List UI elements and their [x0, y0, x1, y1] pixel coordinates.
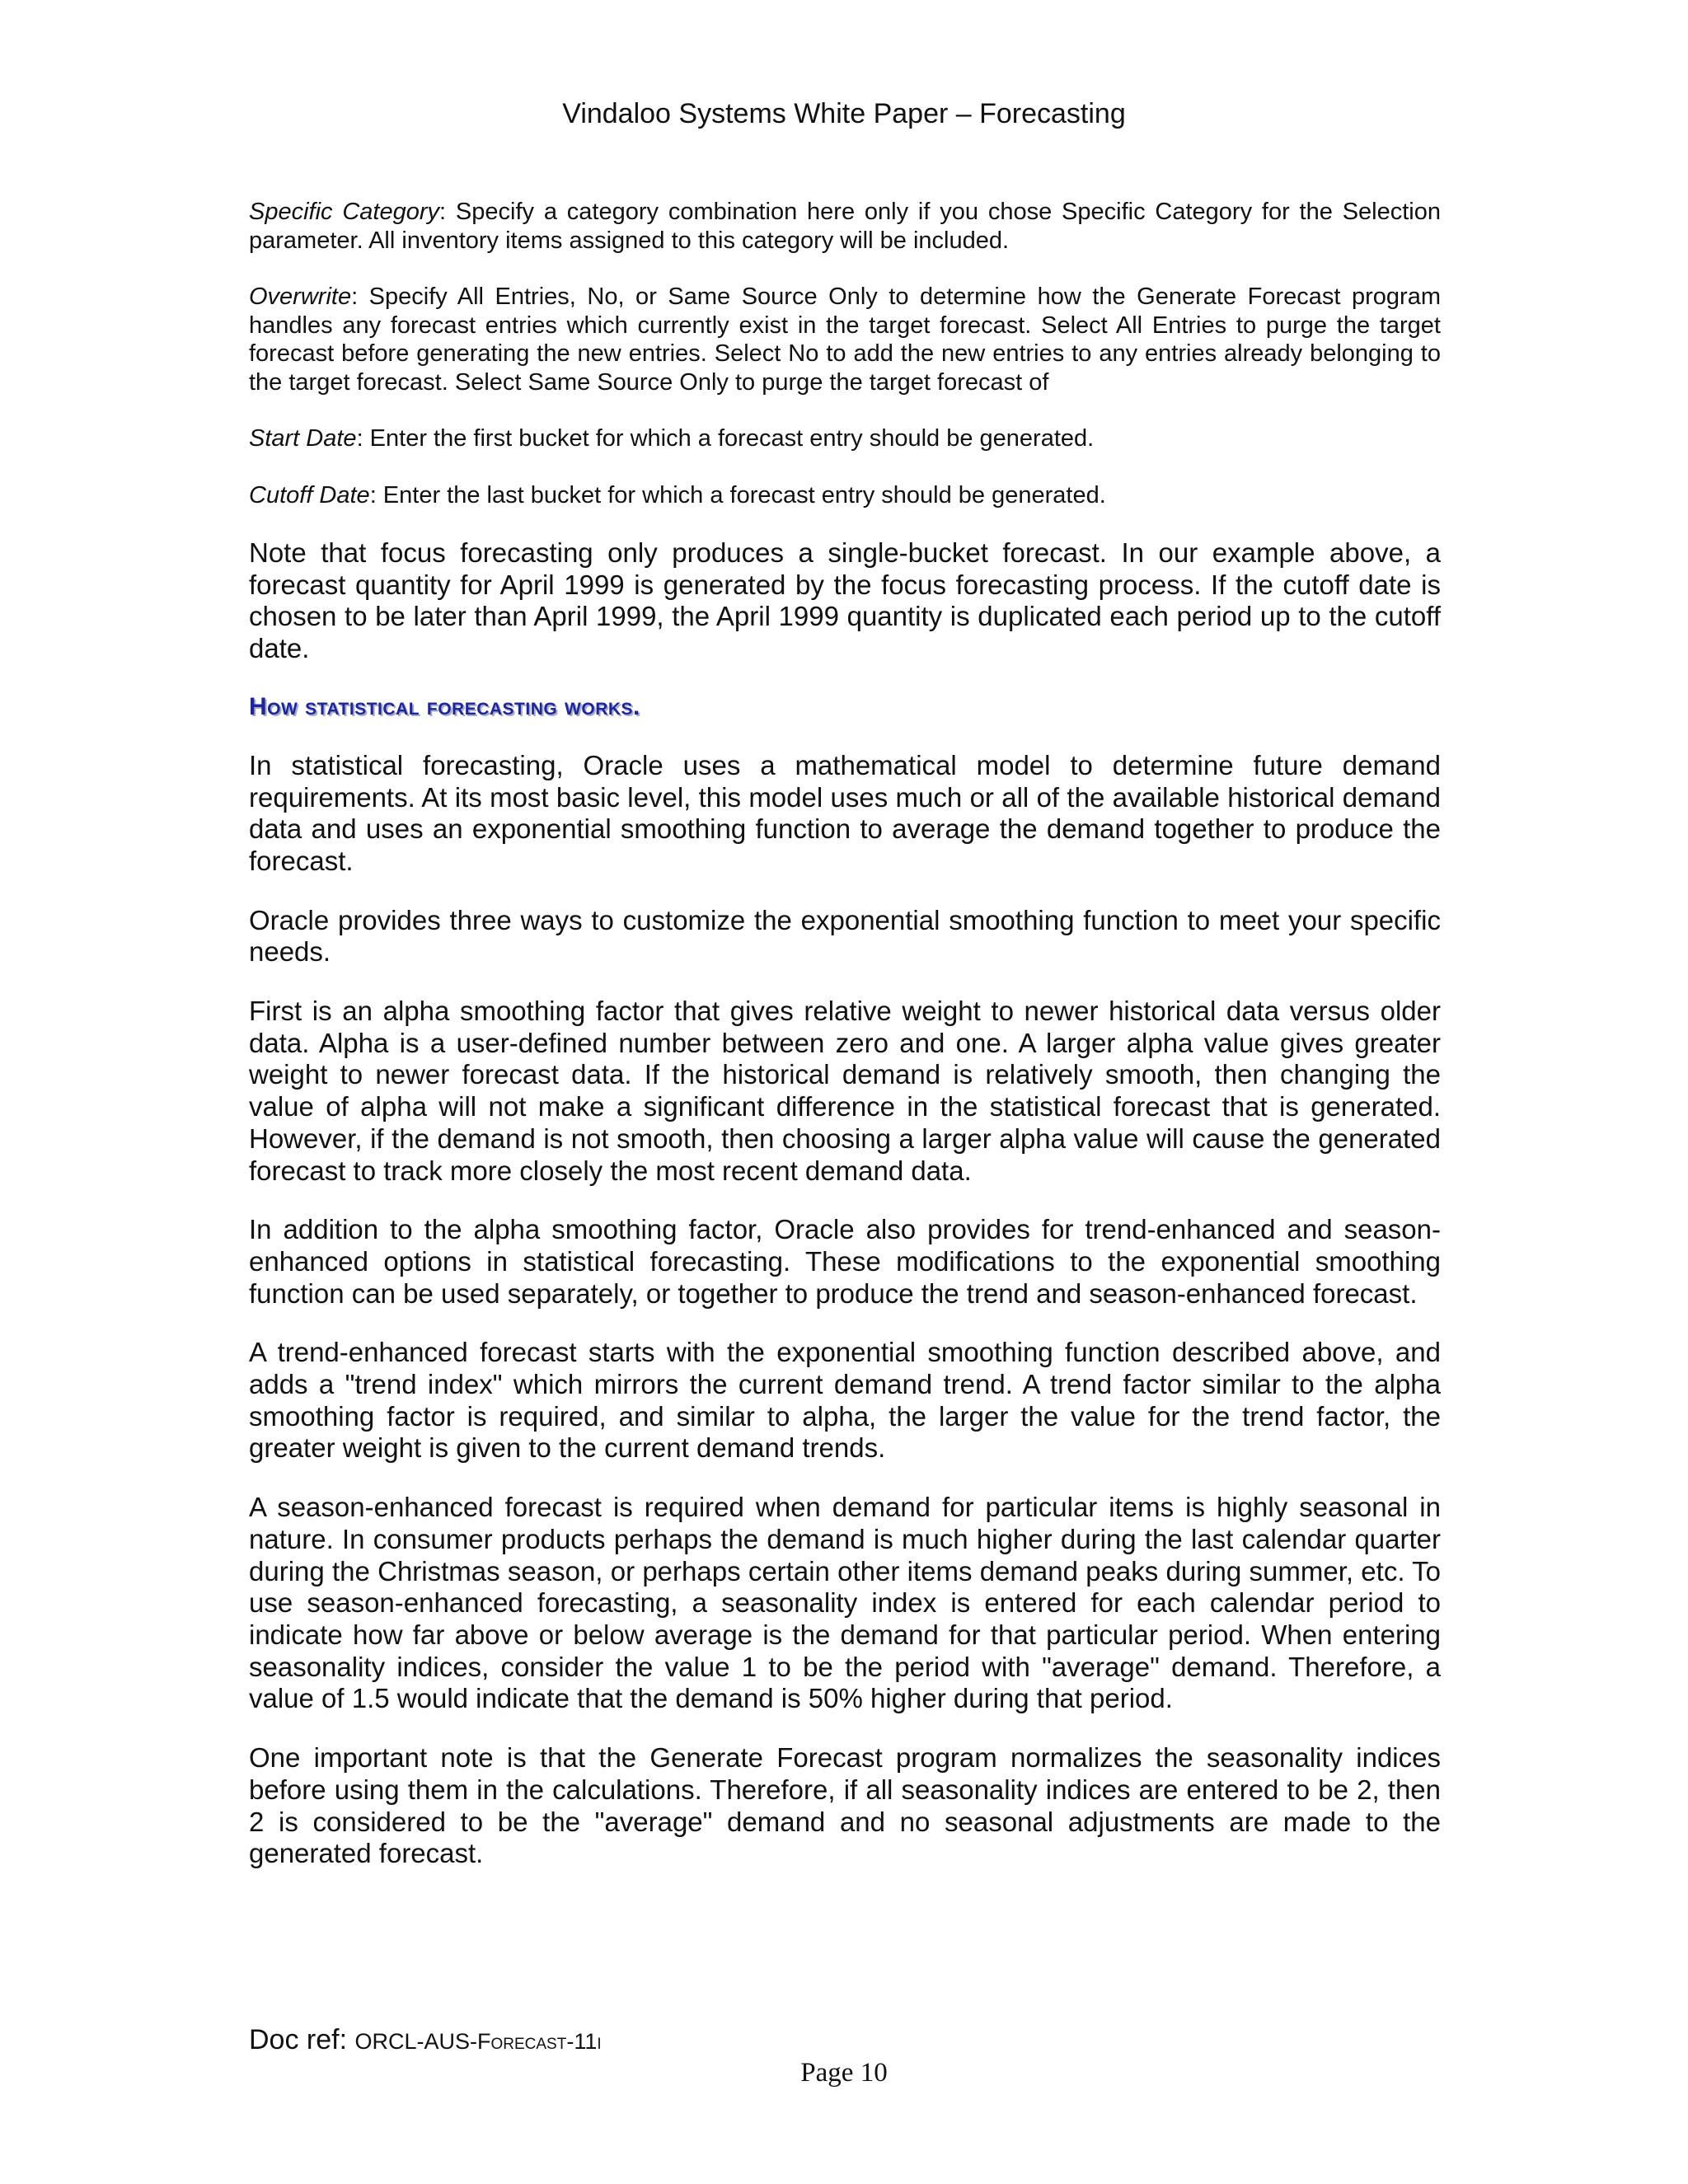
field-description: : Specify a category combination here only if you chose Specific Category for the Selection parameter. All inventory items assigned to this category will be included.	[249, 199, 1441, 254]
field-description: : Enter the first bucket for which a forecast entry should be generated.	[356, 425, 1095, 452]
paragraph: One important note is that the Generate Forecast program normalizes the seasonality indices before using them in the calculations. Therefore, if all seasonality indices are entered to be 2, then 2 is considered to be the "average" demand and no seasonal adjustments are made to the generated forecast.	[249, 1742, 1441, 1869]
field-cutoff-date	[249, 481, 1441, 510]
field-term: Overwrite	[249, 284, 352, 310]
section-heading-text: How statistical forecasting works.	[249, 692, 640, 720]
field-start-date	[249, 424, 1441, 453]
note-paragraph: Note that focus forecasting only produces a single-bucket forecast. In our example above, a forecast quantity for April 1999 is generated by the focus forecasting process. If the cutoff date is chosen to be later than April 1999, the April 1999 quantity is duplicated each period up to the cutoff date.	[249, 537, 1441, 664]
paragraph: A trend-enhanced forecast starts with the exponential smoothing function described above, and adds a "trend index" which mirrors the current demand trend. A trend factor similar to the alpha smoothing factor is required, and similar to alpha, the larger the value for the trend factor, the greater weight is given to the current demand trends.	[249, 1337, 1441, 1464]
paragraph: First is an alpha smoothing factor that gives relative weight to newer historical data versus older data. Alpha is a user-defined number between zero and one. A larger alpha value gives greater weight to newer forecast data. If the historical demand is relatively smooth, then changing the value of alpha will not make a significant difference in the statistical forecast that is generated. However, if the demand is not smooth, then choosing a larger alpha value will cause the generated forecast to track more closely the most recent demand data.	[249, 996, 1441, 1186]
paragraph: In statistical forecasting, Oracle uses a mathematical model to determine future demand requirements. At its most basic level, this model uses much or all of the available historical demand data and uses an exponential smoothing function to average the demand together to produce the forecast.	[249, 749, 1441, 876]
doc-ref	[249, 2023, 602, 2058]
section-heading	[249, 692, 1441, 722]
doc-ref-label: Doc ref:	[249, 2024, 355, 2055]
field-specific-category	[249, 198, 1441, 255]
paragraph: A season-enhanced forecast is required when demand for particular items is highly seasonal in nature. In consumer products perhaps the demand is much higher during the last calendar quarter during the Christmas season, or perhaps certain other items demand peaks during summer, etc. To use season-enhanced forecasting, a seasonality index is entered for each calendar period to indicate how far above or below average is the demand for that particular period. When entering seasonality indices, consider the value 1 to be the period with "average" demand. Therefore, a value of 1.5 would indicate that the demand is 50% higher during that period.	[249, 1492, 1441, 1714]
page-number: Page 10	[800, 2058, 888, 2088]
paragraph: In addition to the alpha smoothing factor, Oracle also provides for trend-enhanced and season-enhanced options in statistical forecasting. These modifications to the exponential smoothing function can be used separately, or together to produce the trend and season-enhanced forecast.	[249, 1214, 1441, 1309]
field-term: Specific Category	[249, 199, 440, 225]
field-term: Cutoff Date	[249, 481, 370, 509]
field-description: : Enter the last bucket for which a forecast entry should be generated.	[369, 481, 1106, 509]
document-body	[249, 198, 1441, 1897]
doc-ref-code: ORCL-AUS-Forecast-11i	[354, 2029, 602, 2054]
field-description: : Specify All Entries, No, or Same Source Only to determine how the Generate Forecast program handles any forecast entries which currently exist in the target forecast. Select All Entries to purge the target forecast before generating the new entries. Select No to add the new entries to any entries already belonging to the target forecast. Select Same Source Only to purge the target forecast of	[249, 284, 1441, 396]
field-overwrite	[249, 283, 1441, 396]
paragraph: Oracle provides three ways to customize the exponential smoothing function to meet your specific needs.	[249, 904, 1441, 968]
field-term: Start Date	[249, 425, 357, 452]
page-header-title: Vindaloo Systems White Paper – Forecasting	[562, 98, 1126, 129]
